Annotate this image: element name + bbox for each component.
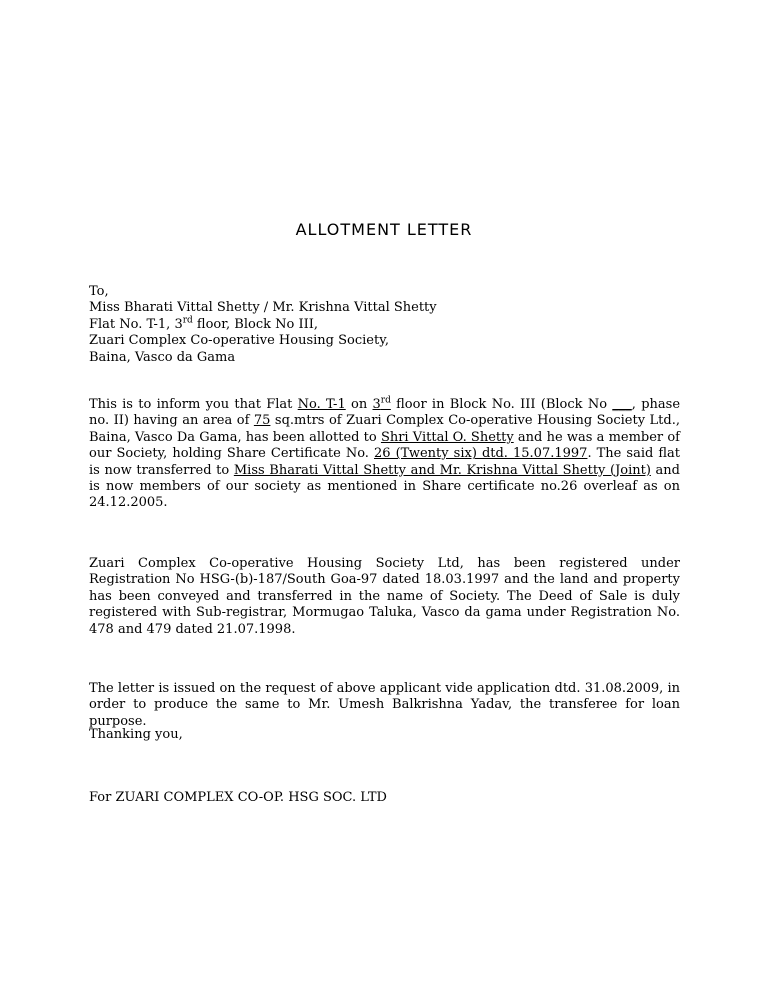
transferee-names: Miss Bharati Vittal Shetty and Mr. Krishna Vittal Shetty (Joint) xyxy=(233,462,651,478)
para1-text: . The said flat is now transferred to xyxy=(89,446,680,478)
recipient-names: Miss Bharati Vittal Shetty / Mr. Krishna Vittal Shetty xyxy=(89,300,437,316)
registration-paragraph: Zuari Complex Co-operative Housing Society Ltd, has been registered under Registration No HSG-(b)-187/South Goa-97 dated 18.03.1997 and the land and property has been conveyed and transferred in the name of Society. The Deed of Sale is duly registered with Sub-registrar, Mormugao Taluka, Vasco da gama under Registration No. 478 and 479 dated 21.07.1998. xyxy=(89,556,680,637)
allottee-name: Shri Vittal O. Shetty xyxy=(380,429,514,445)
letter-title: ALLOTMENT LETTER xyxy=(295,220,473,239)
floor-value: 3 xyxy=(372,397,381,412)
allotment-paragraph xyxy=(89,397,680,512)
share-certificate: 26 (Twenty six) dtd. 15.07.1997 xyxy=(373,446,588,462)
para1-text: and he was a member of our Society, holding Share Certificate No. xyxy=(89,429,680,462)
para1-text: sq.mtrs of Zuari Complex Co-operative Housing Society Ltd., Baina, Vasco Da Gama, has been allotted to xyxy=(89,413,680,445)
floor-superscript: rd xyxy=(380,395,391,406)
block-blank: ___ xyxy=(612,397,632,412)
signature-line: For ZUARI COMPLEX CO-OP. HSG SOC. LTD xyxy=(89,790,387,805)
recipient-address xyxy=(89,284,689,366)
para1-text: and is now members of our society as mentioned in Share certificate no.26 overleaf as on 24.12.2005. xyxy=(89,462,680,511)
recipient-location: Baina, Vasco da Gama xyxy=(89,349,236,365)
salutation-to: To, xyxy=(89,284,109,299)
area-value: 75 xyxy=(253,413,271,429)
recipient-flat xyxy=(89,317,689,333)
para1-text: , phase no. II) having an area of xyxy=(89,397,681,429)
request-paragraph: The letter is issued on the request of above applicant vide application dtd. 31.08.2009, in order to produce the same to Mr. Umesh Balkrishna Yadav, the transferee for loan purpose. xyxy=(89,681,680,729)
closing-thanks: Thanking you, xyxy=(89,727,183,742)
para1-text: floor in Block No. III (Block No xyxy=(390,397,613,412)
recipient-society: Zuari Complex Co-operative Housing Society, xyxy=(89,333,389,349)
floor-superscript: rd xyxy=(182,315,193,326)
flat-number: No. T-1 xyxy=(297,397,346,412)
para1-text: This is to inform you that Flat xyxy=(89,397,298,412)
para1-text: on xyxy=(345,397,373,412)
floor-number xyxy=(372,397,390,412)
flat-text: Flat No. T-1, 3 xyxy=(89,316,183,332)
floor-text: floor, Block No III, xyxy=(192,316,319,332)
